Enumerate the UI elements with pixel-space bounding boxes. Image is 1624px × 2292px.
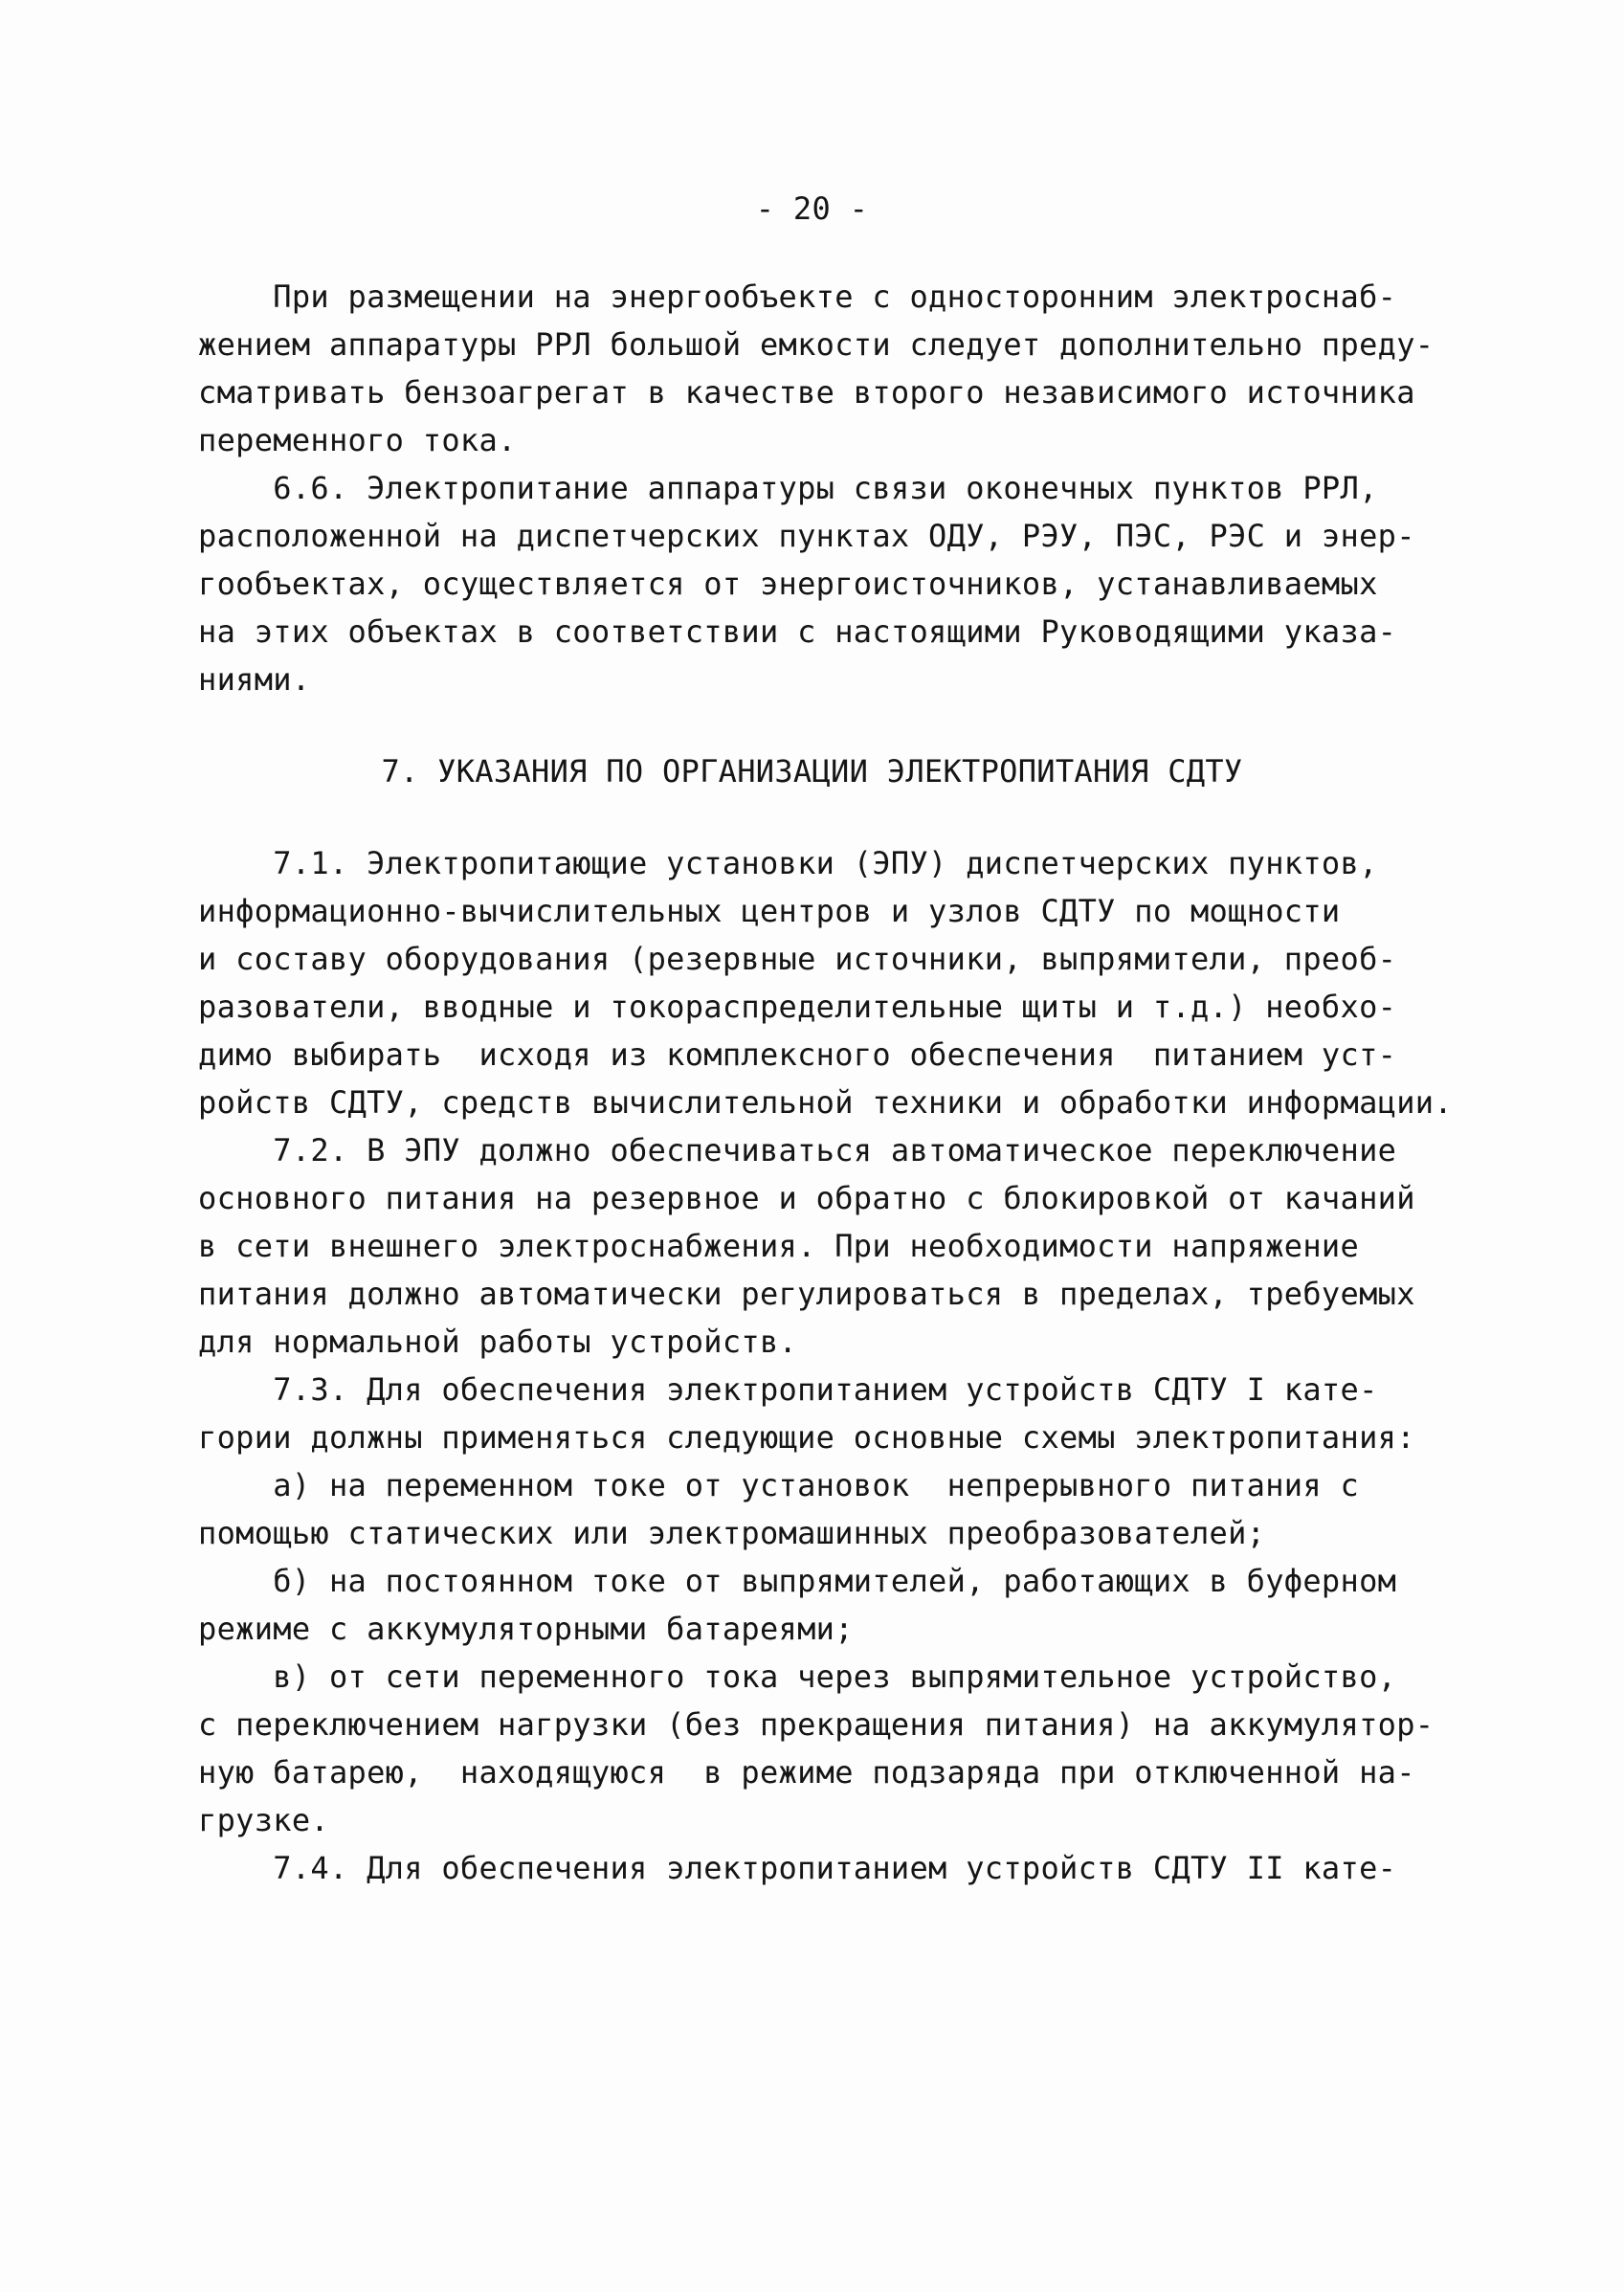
text-line: б) на постоянном токе от выпрямителей, работающих в буферном (198, 1563, 1397, 1599)
text-line: и составу оборудования (резервные источники, выпрямители, преоб- (198, 941, 1397, 977)
text-line: 7.3. Для обеспечения электропитанием устройств СДТУ I кате- (198, 1371, 1378, 1408)
text-line: ниями. (198, 661, 311, 698)
text-line: режиме с аккумуляторными батареями; (198, 1611, 854, 1647)
text-line: грузке. (198, 1802, 329, 1838)
text-line: 7.4. Для обеспечения электропитанием устройств СДТУ II кате- (198, 1850, 1397, 1886)
text-line: в сети внешнего электроснабжения. При необходимости напряжение (198, 1228, 1360, 1264)
text-line: информационно-вычислительных центров и узлов СДТУ по мощности (198, 893, 1341, 929)
text-line: жением аппаратуры РРЛ большой емкости следует дополнительно преду- (198, 326, 1435, 363)
text-line: При размещении на энергообъекте с односторонним электроснаб- (198, 278, 1397, 315)
text-line: для нормальной работы устройств. (198, 1324, 798, 1360)
text-line: ройств СДТУ, средств вычислительной техники и обработки информации. (198, 1084, 1453, 1121)
text-line: сматривать бензоагрегат в качестве второго независимого источника (198, 374, 1415, 411)
text-line: а) на переменном токе от установок непрерывного питания с (198, 1467, 1360, 1503)
text-line: на этих объектах в соответствии с настоящими Руководящими указа- (198, 613, 1397, 650)
page-number: - 20 - (755, 190, 869, 227)
text-line: основного питания на резервное и обратно с блокировкой от качаний (198, 1180, 1415, 1216)
text-line: питания должно автоматически регулироваться в пределах, требуемых (198, 1276, 1415, 1312)
text-line: ную батарею, находящуюся в режиме подзаряда при отключенной на- (198, 1754, 1415, 1791)
section-heading: 7. УКАЗАНИЯ ПО ОРГАНИЗАЦИИ ЭЛЕКТРОПИТАНИЯ СДТУ (381, 753, 1243, 790)
text-line: 7.2. В ЭПУ должно обеспечиваться автоматическое переключение (198, 1132, 1397, 1168)
text-line: гории должны применяться следующие основные схемы электропитания: (198, 1419, 1415, 1456)
text-line: расположенной на диспетчерских пунктах ОДУ, РЭУ, ПЭС, РЭС и энер- (198, 518, 1415, 554)
text-line: в) от сети переменного тока через выпрямительное устройство, (198, 1658, 1397, 1695)
text-line: помощью статических или электромашинных преобразователей; (198, 1515, 1266, 1551)
text-line: разователи, вводные и токораспределительные щиты и т.д.) необхо- (198, 989, 1397, 1025)
text-line: переменного тока. (198, 422, 517, 458)
text-line: с переключением нагрузки (без прекращения питания) на аккумулятор- (198, 1706, 1435, 1743)
text-line: 7.1. Электропитающие установки (ЭПУ) диспетчерских пунктов, (198, 845, 1378, 881)
text-line: димо выбирать исходя из комплексного обеспечения питанием уст- (198, 1036, 1397, 1073)
text-line: 6.6. Электропитание аппаратуры связи оконечных пунктов РРЛ, (198, 470, 1378, 506)
text-line: гообъектах, осуществляется от энергоисточников, устанавливаемых (198, 566, 1378, 602)
